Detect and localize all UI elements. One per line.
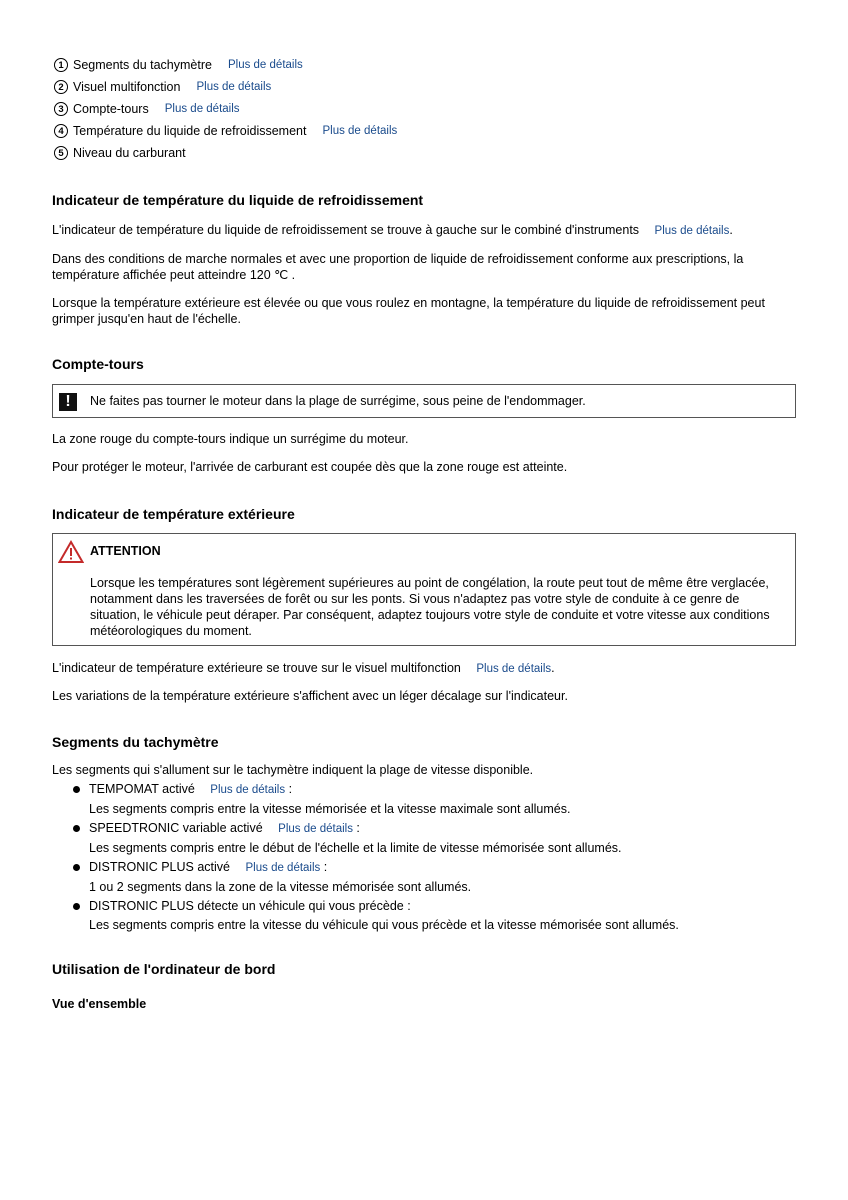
warning-triangle-icon <box>58 540 84 564</box>
coolant-paragraph-3: Lorsque la température extérieure est élevée ou que vous roulez en montagne, la température du liquide de refroidissement peut grimper jusqu'en haut de l'échelle. <box>52 296 765 326</box>
item-head: TEMPOMAT activé <box>89 782 195 796</box>
details-link[interactable]: Plus de détails <box>278 823 353 835</box>
legend-label: Segments du tachymètre <box>73 58 212 72</box>
tachometer-paragraph-2: Pour protéger le moteur, l'arrivée de carburant est coupée dès que la zone rouge est atteinte. <box>52 460 568 474</box>
number-5-icon: 5 <box>54 146 68 160</box>
attention-body: Lorsque les températures sont légèrement supérieures au point de congélation, la route peut tout de même être verglacée, notamment dans les traversées de forêt ou sur les ponts. Si vous n'adaptez pas votre style de conduite à ce genre de situation, le véhicule peut déraper. Par conséquent, adaptez toujours votre style de conduite et votre vitesse aux conditions météorologiques du moment. <box>90 576 770 638</box>
attention-box <box>52 533 796 646</box>
section-title-outside-temp: Indicateur de température extérieure <box>52 506 295 522</box>
details-link[interactable]: Plus de détails <box>227 59 303 71</box>
coolant-p1-text: L'indicateur de température du liquide de refroidissement se trouve à gauche sur le combiné d'instruments <box>52 223 640 237</box>
segments-list <box>56 780 796 935</box>
coolant-paragraph-2: Dans des conditions de marche normales et avec une proportion de liquide de refroidissement conforme aux prescriptions, la température affichée peut atteindre 120 ℃ . <box>52 252 744 282</box>
details-link[interactable]: Plus de détails <box>322 125 398 137</box>
bullet-icon <box>73 825 80 832</box>
details-link[interactable]: Plus de détails <box>164 103 240 115</box>
number-3-icon: 3 <box>54 102 68 116</box>
item-body: 1 ou 2 segments dans la zone de la vitesse mémorisée sont allumés. <box>89 880 472 894</box>
outside-temp-p1-text: L'indicateur de température extérieure se trouve sur le visuel multifonction <box>52 661 461 675</box>
bullet-icon <box>73 786 80 793</box>
details-link[interactable]: Plus de détails <box>654 225 730 237</box>
details-link[interactable]: Plus de détails <box>210 784 286 796</box>
item-head: SPEEDTRONIC variable activé <box>89 821 263 835</box>
section-title-onboard-computer: Utilisation de l'ordinateur de bord <box>52 961 276 977</box>
legend-list <box>54 54 397 164</box>
coolant-paragraph-1 <box>52 222 792 239</box>
list-item <box>56 897 796 935</box>
legend-item-3 <box>54 98 397 120</box>
bullet-icon <box>73 903 80 910</box>
segments-intro: Les segments qui s'allument sur le tachymètre indiquent la plage de vitesse disponible. <box>52 763 534 777</box>
details-link[interactable]: Plus de détails <box>196 81 272 93</box>
subsection-title-overview: Vue d'ensemble <box>52 997 147 1011</box>
list-item <box>56 858 796 897</box>
details-link[interactable]: Plus de détails <box>476 663 552 675</box>
tachometer-paragraph-1: La zone rouge du compte-tours indique un surrégime du moteur. <box>52 432 409 446</box>
legend-label: Niveau du carburant <box>73 146 186 160</box>
warning-text: Ne faites pas tourner le moteur dans la plage de surrégime, sous peine de l'endommager. <box>90 394 586 408</box>
list-item <box>56 819 796 858</box>
legend-label: Visuel multifonction <box>73 80 181 94</box>
period: . <box>551 661 555 675</box>
legend-label: Compte-tours <box>73 102 149 116</box>
number-4-icon: 4 <box>54 124 68 138</box>
item-head: DISTRONIC PLUS détecte un véhicule qui vous précède : <box>89 899 411 913</box>
item-colon: : <box>320 860 328 874</box>
item-colon: : <box>352 821 360 835</box>
attention-title: ATTENTION <box>90 544 161 558</box>
number-1-icon: 1 <box>54 58 68 72</box>
bullet-icon <box>73 864 80 871</box>
warning-box <box>52 384 796 418</box>
item-colon: : <box>285 782 293 796</box>
item-body: Les segments compris entre la vitesse du véhicule qui vous précède et la vitesse mémorisée sont allumés. <box>89 918 679 932</box>
list-item <box>56 780 796 819</box>
item-head: DISTRONIC PLUS activé <box>89 860 231 874</box>
legend-item-5 <box>54 142 397 164</box>
legend-item-2 <box>54 76 397 98</box>
outside-temp-paragraph-1 <box>52 660 792 677</box>
number-2-icon: 2 <box>54 80 68 94</box>
item-body: Les segments compris entre la vitesse mémorisée et la vitesse maximale sont allumés. <box>89 802 571 816</box>
outside-temp-paragraph-2: Les variations de la température extérieure s'affichent avec un léger décalage sur l'indicateur. <box>52 689 568 703</box>
item-body: Les segments compris entre le début de l'échelle et la limite de vitesse mémorisée sont allumés. <box>89 841 622 855</box>
section-title-coolant: Indicateur de température du liquide de refroidissement <box>52 192 424 208</box>
legend-label: Température du liquide de refroidissement <box>73 124 307 138</box>
section-title-speedometer-segments: Segments du tachymètre <box>52 734 219 750</box>
exclamation-icon: ! <box>59 393 77 411</box>
details-link[interactable]: Plus de détails <box>245 862 321 874</box>
period: . <box>729 223 733 237</box>
legend-item-4 <box>54 120 397 142</box>
section-title-tachometer: Compte-tours <box>52 356 144 372</box>
legend-item-1 <box>54 54 397 76</box>
